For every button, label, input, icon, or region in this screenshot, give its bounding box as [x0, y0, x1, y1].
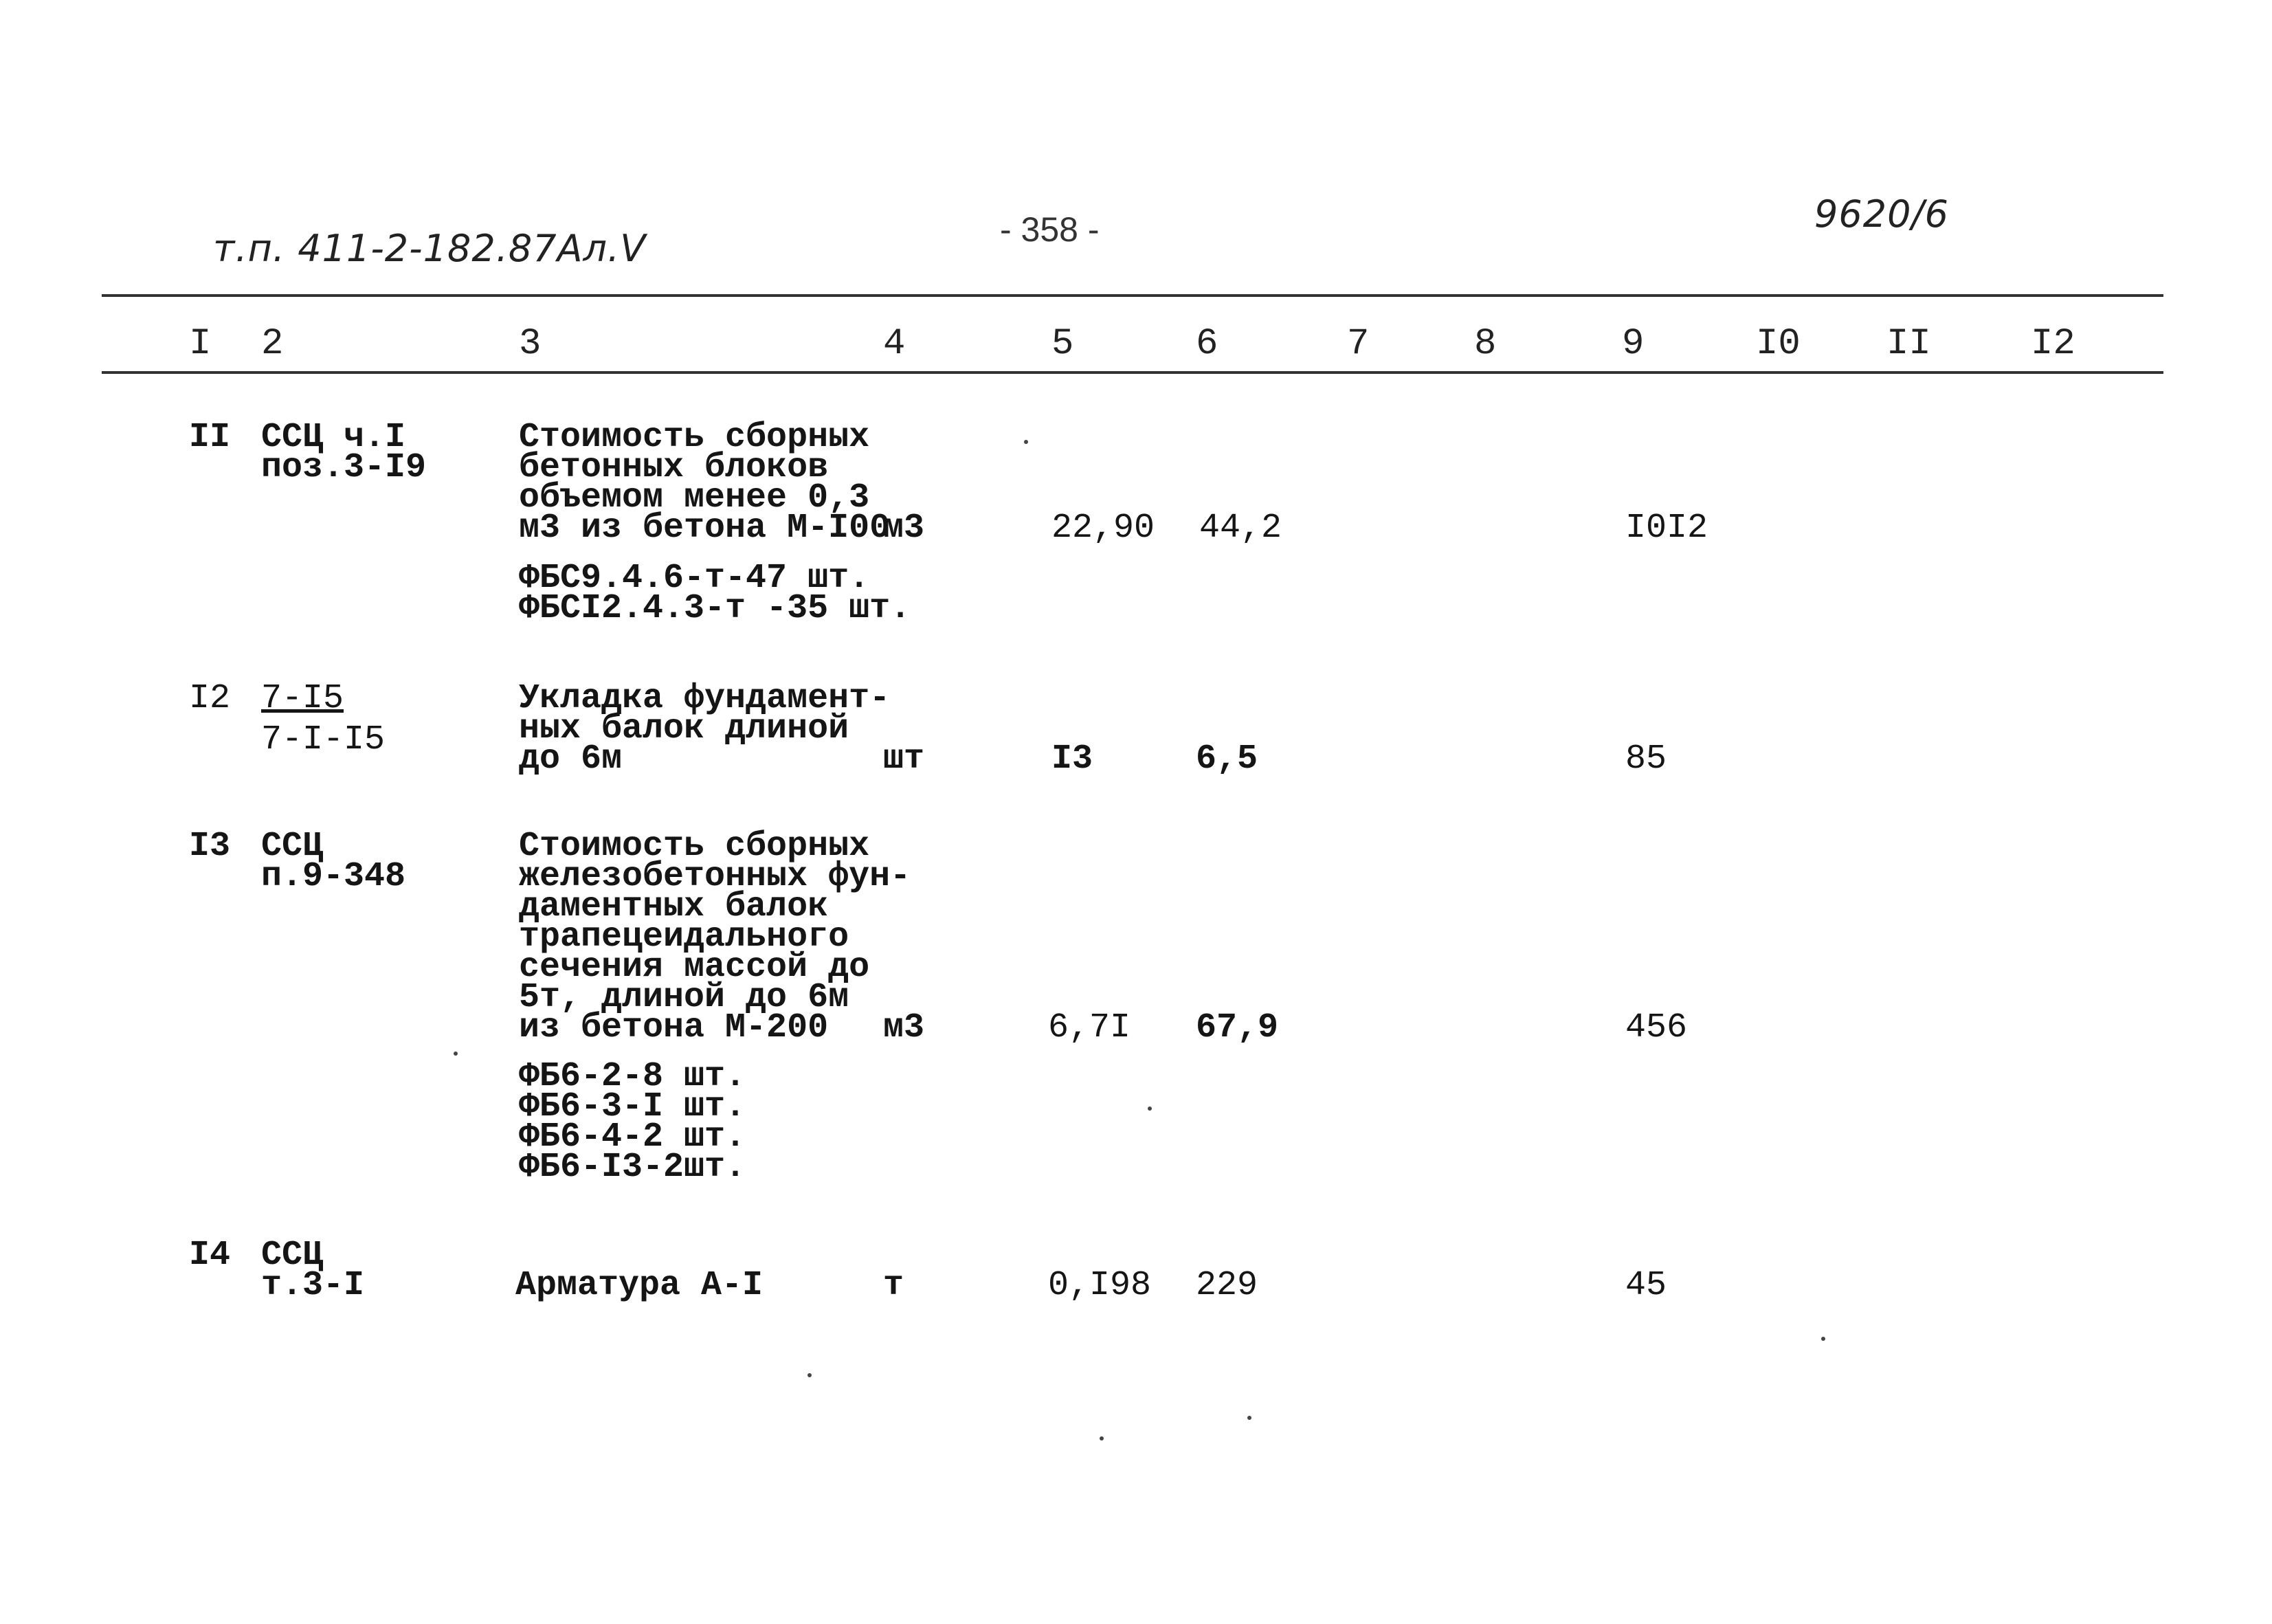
column-number: 5	[1051, 323, 1074, 365]
row-number: I3	[189, 827, 231, 866]
scan-speck	[1247, 1416, 1251, 1420]
column-number: 8	[1474, 323, 1497, 365]
column-number: 2	[261, 323, 284, 365]
column-number: I	[189, 323, 212, 365]
item-description: Арматура А-I	[515, 1266, 764, 1305]
reference-code: ССЦ ч.I	[261, 418, 406, 457]
reference-code: поз.3-I9	[261, 448, 427, 487]
scan-speck	[1100, 1436, 1104, 1441]
inventory-number: 9620/6	[1814, 192, 1949, 236]
unit: т	[883, 1266, 904, 1305]
unit-price: 229	[1196, 1266, 1258, 1305]
reference-code: ССЦ	[261, 1236, 324, 1275]
item-description: Укладка фундамент- ных балок длиной до 6м	[519, 679, 891, 779]
unit-price: 6,5	[1196, 739, 1258, 779]
total-cost: 45	[1625, 1266, 1667, 1305]
scan-speck	[1148, 1106, 1152, 1111]
quantity: 22,90	[1051, 509, 1155, 548]
total-cost: 456	[1625, 1008, 1688, 1047]
column-number: 3	[519, 323, 542, 365]
unit: м3	[883, 1008, 925, 1047]
row-number: I4	[189, 1236, 231, 1275]
quantity: 0,I98	[1048, 1266, 1152, 1305]
unit: шт	[883, 739, 925, 779]
total-cost: I0I2	[1625, 509, 1708, 548]
row-number: I2	[189, 679, 231, 718]
column-number: I2	[2031, 323, 2075, 365]
column-number: 6	[1196, 323, 1218, 365]
page-number: - 358 -	[1000, 210, 1100, 249]
scan-speck	[454, 1052, 458, 1056]
unit-price: 44,2	[1199, 509, 1282, 548]
row-number: II	[189, 418, 231, 457]
header-top-rule	[102, 294, 2163, 297]
reference-code: т.3-I	[261, 1266, 365, 1305]
column-number: 4	[883, 323, 906, 365]
quantity: I3	[1051, 739, 1093, 779]
item-specification: ФБС9.4.6-т-47 шт. ФБСI2.4.3-т -35 шт.	[519, 559, 911, 628]
scan-speck	[1024, 440, 1028, 444]
unit: м3	[883, 509, 925, 548]
total-cost: 85	[1625, 739, 1667, 779]
column-number: II	[1886, 323, 1931, 365]
column-number: I0	[1756, 323, 1801, 365]
column-number: 9	[1622, 323, 1645, 365]
item-description: Стоимость сборных бетонных блоков объемом менее 0,3 м3 из бетона М-I00	[519, 418, 891, 548]
quantity: 6,7I	[1048, 1008, 1131, 1047]
item-specification: ФБ6-2-8 шт. ФБ6-3-I шт. ФБ6-4-2 шт. ФБ6-I3-2шт.	[519, 1057, 746, 1187]
unit-price: 67,9	[1196, 1008, 1279, 1047]
header-bottom-rule	[102, 371, 2163, 374]
scan-speck	[1821, 1337, 1825, 1341]
document-reference: т.п. 411-2-182.87Ал.V	[213, 227, 647, 270]
scan-speck	[808, 1373, 812, 1377]
reference-code: 7-I5	[261, 679, 344, 718]
item-description: Стоимость сборных железобетонных фун- даментных балок трапецеидального сечения массой до 5т, длиной до 6м из бетона М-200	[519, 827, 911, 1047]
reference-code: п.9-348	[261, 857, 406, 896]
reference-code: 7-I-I5	[261, 720, 386, 759]
reference-code: ССЦ	[261, 827, 324, 866]
column-number: 7	[1347, 323, 1370, 365]
